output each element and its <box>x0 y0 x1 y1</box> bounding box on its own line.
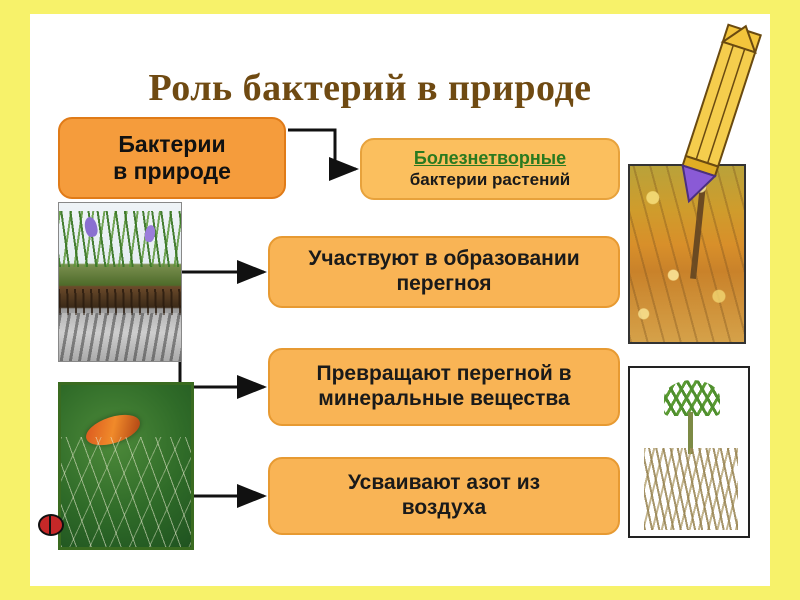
page-title: Роль бактерий в природе <box>148 67 592 109</box>
box-nitrogen-fixation[interactable] <box>268 457 620 535</box>
box-pathogenic-bacteria[interactable] <box>360 138 620 200</box>
box-mineral-conversion[interactable] <box>268 348 620 426</box>
box-mineral-line2: минеральные вещества <box>318 387 570 410</box>
box-mineral-line1: Превращают перегной в <box>316 362 572 386</box>
soil-roots-layer <box>59 289 181 315</box>
bacteria-microscope-photo <box>58 382 194 550</box>
box-main-line2: в природе <box>113 158 231 184</box>
box-humus-line1: Участвуют в образовании <box>308 247 580 271</box>
box-bacteria-in-nature[interactable] <box>58 117 286 199</box>
slide-canvas <box>30 14 770 586</box>
stone-layer <box>59 313 181 361</box>
plant-roots-photo <box>628 366 750 538</box>
pencil-decoration <box>658 20 778 210</box>
plant-leaves <box>664 380 720 416</box>
grass-blades <box>59 211 181 267</box>
box-nitrogen-line2: воздуха <box>401 496 487 519</box>
ladybug-decoration <box>38 514 64 536</box>
box-humus-line2: перегноя <box>396 272 492 295</box>
flagella <box>61 437 191 547</box>
root-system <box>644 448 738 530</box>
box-main-line1: Бактерии <box>118 130 226 157</box>
box-pathogenic-line2: бактерии растений <box>409 169 571 189</box>
box-humus-formation[interactable] <box>268 236 620 308</box>
box-pathogenic-line1: Болезнетворные <box>413 148 567 169</box>
box-nitrogen-line1: Усваивают азот из <box>347 471 541 495</box>
grass-soil-photo <box>58 202 182 362</box>
